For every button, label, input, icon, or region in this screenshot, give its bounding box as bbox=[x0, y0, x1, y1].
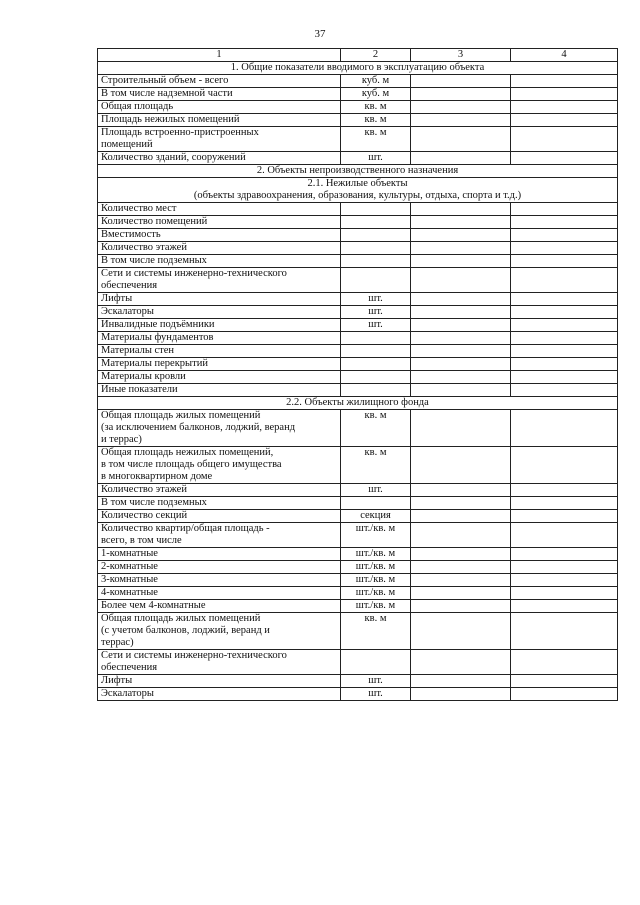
row-label: Количество квартир/общая площадь - всего, в том числе bbox=[98, 523, 341, 548]
housing-indicator-row bbox=[98, 497, 618, 510]
row-value-col4 bbox=[511, 229, 618, 242]
row-value-col3 bbox=[411, 203, 511, 216]
column-header-4: 4 bbox=[511, 49, 618, 62]
row-unit bbox=[341, 497, 411, 510]
row-label: Общая площадь нежилых помещений, в том числе площадь общего имущества в многоквартирном доме bbox=[98, 447, 341, 484]
row-unit: кв. м bbox=[341, 127, 411, 152]
housing-indicator-row bbox=[98, 675, 618, 688]
row-value-col3 bbox=[411, 675, 511, 688]
row-value-col4 bbox=[511, 650, 618, 675]
row-unit: шт. bbox=[341, 306, 411, 319]
row-unit bbox=[341, 216, 411, 229]
row-unit bbox=[341, 371, 411, 384]
row-label: 2-комнатные bbox=[98, 561, 341, 574]
row-label: Площадь нежилых помещений bbox=[98, 114, 341, 127]
row-label: Количество зданий, сооружений bbox=[98, 152, 341, 165]
row-unit: кв. м bbox=[341, 410, 411, 447]
row-value-col4 bbox=[511, 332, 618, 345]
row-unit: шт. bbox=[341, 675, 411, 688]
row-value-col3 bbox=[411, 114, 511, 127]
row-unit: шт./кв. м bbox=[341, 561, 411, 574]
row-value-col3 bbox=[411, 306, 511, 319]
housing-indicator-row bbox=[98, 561, 618, 574]
row-label: Общая площадь жилых помещений (с учетом балконов, лоджий, веранд и террас) bbox=[98, 613, 341, 650]
row-label: Более чем 4-комнатные bbox=[98, 600, 341, 613]
column-header-3: 3 bbox=[411, 49, 511, 62]
housing-indicator-row bbox=[98, 548, 618, 561]
row-label: Количество этажей bbox=[98, 484, 341, 497]
row-value-col4 bbox=[511, 510, 618, 523]
row-label: В том числе надземной части bbox=[98, 88, 341, 101]
housing-indicator-row bbox=[98, 484, 618, 497]
row-value-col3 bbox=[411, 332, 511, 345]
row-label: Эскалаторы bbox=[98, 688, 341, 701]
row-value-col4 bbox=[511, 587, 618, 600]
row-value-col4 bbox=[511, 216, 618, 229]
row-label: Количество мест bbox=[98, 203, 341, 216]
section-row-housing bbox=[98, 397, 618, 410]
row-value-col4 bbox=[511, 127, 618, 152]
row-value-col3 bbox=[411, 293, 511, 306]
row-unit: кв. м bbox=[341, 114, 411, 127]
nonresidential-indicator-row bbox=[98, 345, 618, 358]
page-number: 37 bbox=[314, 28, 326, 40]
row-unit bbox=[341, 229, 411, 242]
nonresidential-indicator-row bbox=[98, 384, 618, 397]
housing-indicator-row bbox=[98, 510, 618, 523]
nonresidential-indicator-row bbox=[98, 358, 618, 371]
nonresidential-indicator-row bbox=[98, 216, 618, 229]
row-value-col4 bbox=[511, 203, 618, 216]
row-value-col4 bbox=[511, 561, 618, 574]
row-value-col4 bbox=[511, 114, 618, 127]
row-value-col3 bbox=[411, 548, 511, 561]
row-unit: кв. м bbox=[341, 101, 411, 114]
row-unit: шт./кв. м bbox=[341, 587, 411, 600]
row-label: Материалы стен bbox=[98, 345, 341, 358]
row-unit: шт./кв. м bbox=[341, 523, 411, 548]
row-value-col4 bbox=[511, 101, 618, 114]
nonresidential-indicator-row bbox=[98, 371, 618, 384]
row-unit: шт. bbox=[341, 293, 411, 306]
row-value-col4 bbox=[511, 293, 618, 306]
row-label: Общая площадь жилых помещений (за исключением балконов, лоджий, веранд и террас) bbox=[98, 410, 341, 447]
row-value-col3 bbox=[411, 216, 511, 229]
row-value-col4 bbox=[511, 75, 618, 88]
row-value-col3 bbox=[411, 650, 511, 675]
general-indicator-row bbox=[98, 75, 618, 88]
indicators-table bbox=[97, 48, 618, 701]
row-label: Площадь встроенно-пристроенных помещений bbox=[98, 127, 341, 152]
row-unit bbox=[341, 650, 411, 675]
row-value-col3 bbox=[411, 319, 511, 332]
row-label: Материалы кровли bbox=[98, 371, 341, 384]
row-value-col4 bbox=[511, 447, 618, 484]
nonresidential-indicator-row bbox=[98, 203, 618, 216]
row-unit: кв. м bbox=[341, 613, 411, 650]
housing-indicator-row bbox=[98, 587, 618, 600]
row-value-col3 bbox=[411, 229, 511, 242]
row-value-col3 bbox=[411, 152, 511, 165]
row-unit bbox=[341, 203, 411, 216]
column-header-2: 2 bbox=[341, 49, 411, 62]
nonresidential-indicator-row bbox=[98, 242, 618, 255]
row-unit: шт./кв. м bbox=[341, 574, 411, 587]
nonresidential-indicator-row bbox=[98, 319, 618, 332]
row-unit: кв. м bbox=[341, 447, 411, 484]
row-value-col3 bbox=[411, 523, 511, 548]
row-unit: шт. bbox=[341, 152, 411, 165]
row-value-col3 bbox=[411, 484, 511, 497]
row-unit: шт. bbox=[341, 319, 411, 332]
section-note-nonresidential: (объекты здравоохранения, образования, культуры, отдыха, спорта и т.д.) bbox=[193, 190, 522, 201]
row-value-col3 bbox=[411, 574, 511, 587]
row-unit: куб. м bbox=[341, 75, 411, 88]
row-unit bbox=[341, 268, 411, 293]
row-value-col4 bbox=[511, 523, 618, 548]
row-value-col3 bbox=[411, 384, 511, 397]
row-unit: шт. bbox=[341, 688, 411, 701]
row-label: 4-комнатные bbox=[98, 587, 341, 600]
section-row-general bbox=[98, 62, 618, 75]
nonresidential-indicator-row bbox=[98, 293, 618, 306]
row-value-col3 bbox=[411, 587, 511, 600]
row-label: Количество секций bbox=[98, 510, 341, 523]
housing-indicator-row bbox=[98, 523, 618, 548]
nonresidential-indicator-row bbox=[98, 229, 618, 242]
row-value-col4 bbox=[511, 484, 618, 497]
section-title-nonproduction: 2. Объекты непроизводственного назначения bbox=[98, 165, 618, 178]
housing-indicator-row bbox=[98, 600, 618, 613]
row-value-col4 bbox=[511, 255, 618, 268]
row-value-col3 bbox=[411, 510, 511, 523]
general-indicator-row bbox=[98, 114, 618, 127]
row-label: Общая площадь bbox=[98, 101, 341, 114]
nonresidential-indicator-row bbox=[98, 255, 618, 268]
row-value-col4 bbox=[511, 88, 618, 101]
section-title-nonresidential: 2.1. Нежилые объекты bbox=[307, 178, 408, 189]
column-header-row bbox=[98, 49, 618, 62]
row-value-col3 bbox=[411, 447, 511, 484]
row-label: Лифты bbox=[98, 675, 341, 688]
row-unit: шт./кв. м bbox=[341, 600, 411, 613]
row-value-col3 bbox=[411, 561, 511, 574]
nonresidential-indicator-row bbox=[98, 332, 618, 345]
row-value-col4 bbox=[511, 497, 618, 510]
row-label: Сети и системы инженерно-технического обеспечения bbox=[98, 650, 341, 675]
row-unit: шт./кв. м bbox=[341, 548, 411, 561]
row-value-col4 bbox=[511, 613, 618, 650]
row-value-col4 bbox=[511, 371, 618, 384]
housing-indicator-row bbox=[98, 650, 618, 675]
row-value-col4 bbox=[511, 358, 618, 371]
row-label: Материалы фундаментов bbox=[98, 332, 341, 345]
general-indicator-row bbox=[98, 127, 618, 152]
row-value-col4 bbox=[511, 384, 618, 397]
row-label: Сети и системы инженерно-технического обеспечения bbox=[98, 268, 341, 293]
row-value-col4 bbox=[511, 345, 618, 358]
row-value-col3 bbox=[411, 242, 511, 255]
row-label: Материалы перекрытий bbox=[98, 358, 341, 371]
row-value-col4 bbox=[511, 675, 618, 688]
row-label: Лифты bbox=[98, 293, 341, 306]
housing-indicator-row bbox=[98, 410, 618, 447]
row-label: 1-комнатные bbox=[98, 548, 341, 561]
row-label: В том числе подземных bbox=[98, 255, 341, 268]
row-value-col4 bbox=[511, 548, 618, 561]
row-unit bbox=[341, 255, 411, 268]
row-value-col4 bbox=[511, 152, 618, 165]
row-label: Количество этажей bbox=[98, 242, 341, 255]
row-unit bbox=[341, 358, 411, 371]
row-value-col4 bbox=[511, 268, 618, 293]
row-unit: секция bbox=[341, 510, 411, 523]
row-value-col4 bbox=[511, 306, 618, 319]
row-value-col3 bbox=[411, 127, 511, 152]
row-value-col3 bbox=[411, 371, 511, 384]
housing-indicator-row bbox=[98, 613, 618, 650]
row-value-col3 bbox=[411, 255, 511, 268]
row-value-col3 bbox=[411, 88, 511, 101]
row-value-col3 bbox=[411, 345, 511, 358]
section-title-general: 1. Общие показатели вводимого в эксплуатацию объекта bbox=[98, 62, 618, 75]
row-label: В том числе подземных bbox=[98, 497, 341, 510]
housing-indicator-row bbox=[98, 688, 618, 701]
nonresidential-indicator-row bbox=[98, 268, 618, 293]
general-indicator-row bbox=[98, 101, 618, 114]
row-unit: куб. м bbox=[341, 88, 411, 101]
nonresidential-indicator-row bbox=[98, 306, 618, 319]
row-label: Инвалидные подъёмники bbox=[98, 319, 341, 332]
row-value-col4 bbox=[511, 410, 618, 447]
row-value-col4 bbox=[511, 574, 618, 587]
row-unit bbox=[341, 384, 411, 397]
row-label: Эскалаторы bbox=[98, 306, 341, 319]
row-label: Иные показатели bbox=[98, 384, 341, 397]
section-title-housing: 2.2. Объекты жилищного фонда bbox=[98, 397, 618, 410]
row-unit bbox=[341, 242, 411, 255]
row-label: Строительный объем - всего bbox=[98, 75, 341, 88]
row-value-col3 bbox=[411, 688, 511, 701]
row-value-col4 bbox=[511, 319, 618, 332]
row-unit bbox=[341, 345, 411, 358]
row-unit bbox=[341, 332, 411, 345]
housing-indicator-row bbox=[98, 574, 618, 587]
row-unit: шт. bbox=[341, 484, 411, 497]
row-value-col3 bbox=[411, 358, 511, 371]
general-indicator-row bbox=[98, 88, 618, 101]
row-value-col4 bbox=[511, 688, 618, 701]
housing-indicator-row bbox=[98, 447, 618, 484]
row-value-col3 bbox=[411, 101, 511, 114]
row-value-col3 bbox=[411, 75, 511, 88]
row-value-col3 bbox=[411, 410, 511, 447]
row-value-col3 bbox=[411, 268, 511, 293]
row-label: Вместимость bbox=[98, 229, 341, 242]
row-label: 3-комнатные bbox=[98, 574, 341, 587]
row-label: Количество помещений bbox=[98, 216, 341, 229]
row-value-col4 bbox=[511, 600, 618, 613]
row-value-col3 bbox=[411, 497, 511, 510]
row-value-col3 bbox=[411, 600, 511, 613]
section-row-nonproduction bbox=[98, 165, 618, 178]
column-header-1: 1 bbox=[98, 49, 341, 62]
general-indicator-row bbox=[98, 152, 618, 165]
row-value-col4 bbox=[511, 242, 618, 255]
row-value-col3 bbox=[411, 613, 511, 650]
section-row-nonresidential bbox=[98, 178, 618, 203]
